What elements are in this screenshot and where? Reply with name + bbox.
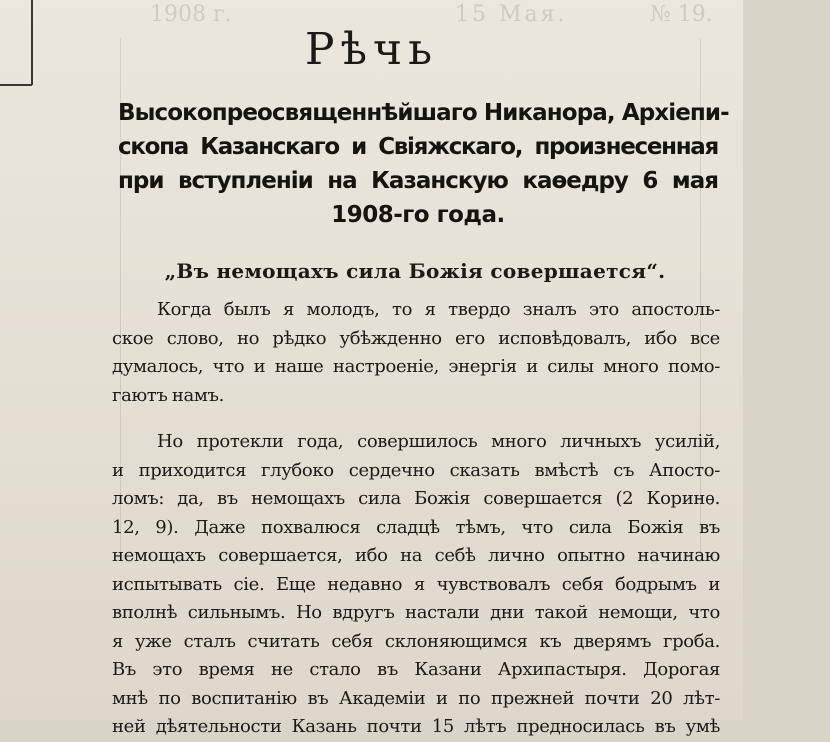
column-rule-foot [0, 84, 32, 86]
subtitle-line: при вступленіи на Казанскую каѳедру 6 мая [118, 168, 718, 194]
text-line: гаютъ намъ. [112, 384, 225, 406]
subtitle-line: Высокопреосвященнѣйшаго Никанора, Архіепи- [118, 100, 729, 126]
epigraph: „Въ немощахъ сила Божія совершается“. [164, 259, 666, 283]
text-line: немощахъ совершается, ибо на себѣ лично опытно начинаю [112, 545, 720, 566]
text-line: мнѣ по воспитанію въ Академіи и по прежней почти 20 лѣт- [112, 687, 720, 709]
text-line: ломъ: да, въ немощахъ сила Божія совершается (2 Коринѳ. [112, 488, 720, 509]
text-line: и приходится глубоко сердечно сказать вмѣстѣ съ Апосто- [112, 459, 720, 481]
text-line: ней дѣятельности Казань почти 15 лѣтъ предносилась въ умѣ [112, 716, 720, 737]
article-body [112, 296, 720, 742]
text-line: ское слово, но рѣдко убѣжденно его исповѣдовалъ, ибо все [112, 327, 720, 349]
subtitle-line: 1908-го года. [331, 202, 505, 228]
text-line: Когда былъ я молодъ, то я твердо зналъ это апостоль- [157, 299, 720, 320]
text-line: Въ это время не стало въ Казани Архипастыря. Дорогая [112, 659, 720, 680]
paragraph [112, 428, 720, 742]
paragraph [112, 296, 720, 410]
bleed-through-header: 1908 г. 15 Мая. № 19. [150, 2, 713, 27]
text-line: 12, 9). Даже похвалюся сладцѣ тѣмъ, что сила Божія въ [112, 516, 720, 538]
text-line: я уже сталъ считать себя склоняющимся къ дверямъ гроба. [112, 630, 720, 652]
subtitle-line: скопа Казанскаго и Свіяжскаго, произнесенная [118, 134, 718, 160]
text-line: Но протекли года, совершилось много личныхъ усилій, [157, 431, 720, 452]
text-line: вполнѣ сильнымъ. Но вдругъ настали дни такой немощи, что [112, 602, 720, 623]
text-line: испытывать сіе. Еще недавно я чувствовалъ себя бодрымъ и [112, 573, 720, 595]
article-subtitle [118, 96, 729, 232]
text-line: думалось, что и наше настроеніе, энергія и силы много помо- [112, 356, 720, 377]
article-title: Рѣчь [304, 24, 439, 75]
